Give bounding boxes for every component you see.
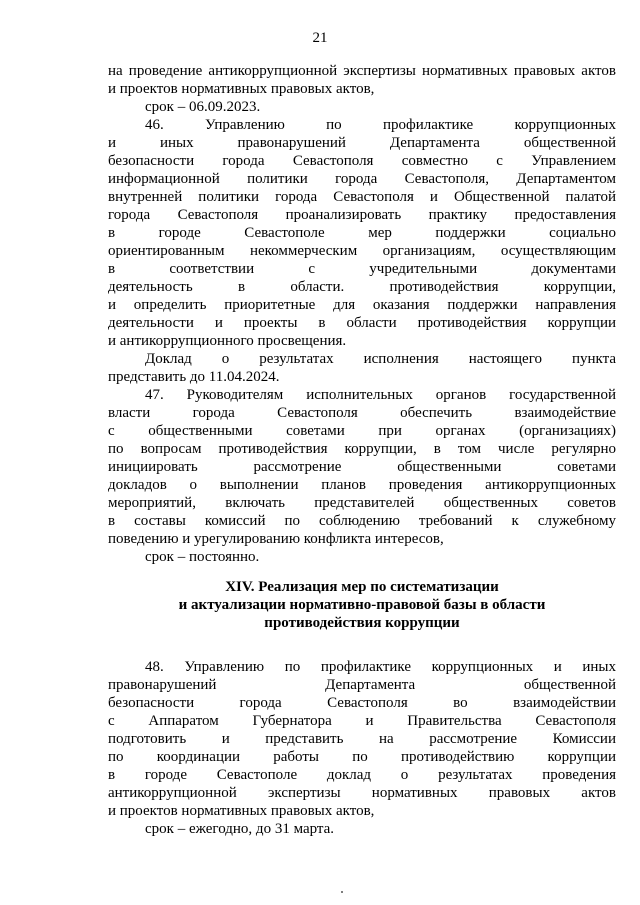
item-47 xyxy=(108,386,616,566)
text-line: города Севастополя проанализировать практику предоставления xyxy=(108,207,616,223)
item-46-first-line: 46. Управлению по профилактике коррупционных xyxy=(145,117,616,133)
scan-dot xyxy=(341,891,343,893)
text-line: докладов о выполнении планов проведения антикоррупционных xyxy=(108,477,616,493)
text-line: в соответствии с учредительными документами xyxy=(108,261,616,277)
text-line: с общественными советами при органах (организациях) xyxy=(108,423,616,439)
report-line: представить до 11.04.2024. xyxy=(108,369,280,385)
deadline-line: срок – ежегодно, до 31 марта. xyxy=(145,821,335,837)
section-heading-line: и актуализации нормативно-правовой базы в области xyxy=(178,597,546,613)
text-line: деятельности и проекты в области противодействия коррупции xyxy=(108,315,616,331)
text-line: с Аппаратом Губернатора и Правительства Севастополя xyxy=(108,713,616,729)
text-line: поведению и урегулированию конфликта интересов, xyxy=(108,531,444,547)
item-47-first-line: 47. Руководителям исполнительных органов государственной xyxy=(145,387,616,403)
document-body xyxy=(108,62,616,838)
text-line: ориентированным некоммерческим организациям, осуществляющим xyxy=(108,243,616,259)
text-line: инициировать рассмотрение общественными советами xyxy=(108,459,616,475)
text-line: в городе Севастополе доклад о результатах проведения xyxy=(108,767,616,783)
text-line: и антикоррупционного просвещения. xyxy=(108,333,347,349)
text-line: на проведение антикоррупционной экспертизы нормативных правовых актов xyxy=(108,63,616,79)
deadline-line: срок – постоянно. xyxy=(145,549,260,565)
text-line: правонарушений Департамента общественной xyxy=(108,677,616,693)
text-line: мероприятий, включать представителей общественных советов xyxy=(108,495,616,511)
text-line: и проектов нормативных правовых актов, xyxy=(108,803,375,819)
text-line: по вопросам противодействия коррупции, в том числе регулярно xyxy=(108,441,616,457)
section-heading xyxy=(108,578,616,632)
intro-paragraph xyxy=(108,62,616,98)
text-line: в составы комиссий по соблюдению требований к служебному xyxy=(108,513,616,529)
text-line: антикоррупционной экспертизы нормативных правовых актов xyxy=(108,785,616,801)
text-line: и проектов нормативных правовых актов, xyxy=(108,81,375,97)
text-line: информационной политики города Севастополя, Департаментом xyxy=(108,171,616,187)
text-line: безопасности города Севастополя совместно с Управлением xyxy=(108,153,616,169)
section-heading-line: XIV. Реализация мер по систематизации xyxy=(225,579,499,595)
text-line: и иных правонарушений Департамента общественной xyxy=(108,135,616,151)
text-line: подготовить и представить на рассмотрение Комиссии xyxy=(108,731,616,747)
item-48 xyxy=(108,658,616,838)
text-line: внутренней политики города Севастополя и Общественной палатой xyxy=(108,189,616,205)
item-46 xyxy=(108,116,616,386)
page-number: 21 xyxy=(312,30,328,46)
report-line: Доклад о результатах исполнения настоящего пункта xyxy=(145,351,616,367)
deadline-line: срок – 06.09.2023. xyxy=(145,99,261,115)
text-line: власти города Севастополя обеспечить взаимодействие xyxy=(108,405,616,421)
section-heading-line: противодействия коррупции xyxy=(264,615,460,631)
item-48-first-line: 48. Управлению по профилактике коррупционных и иных xyxy=(145,659,616,675)
text-line: в городе Севастополе мер поддержки социально xyxy=(108,225,616,241)
text-line: деятельность в области. противодействия коррупции, xyxy=(108,279,616,295)
text-line: и определить приоритетные для оказания поддержки направления xyxy=(108,297,616,313)
text-line: по координации работы по противодействию коррупции xyxy=(108,749,616,765)
text-line: безопасности города Севастополя во взаимодействии xyxy=(108,695,616,711)
